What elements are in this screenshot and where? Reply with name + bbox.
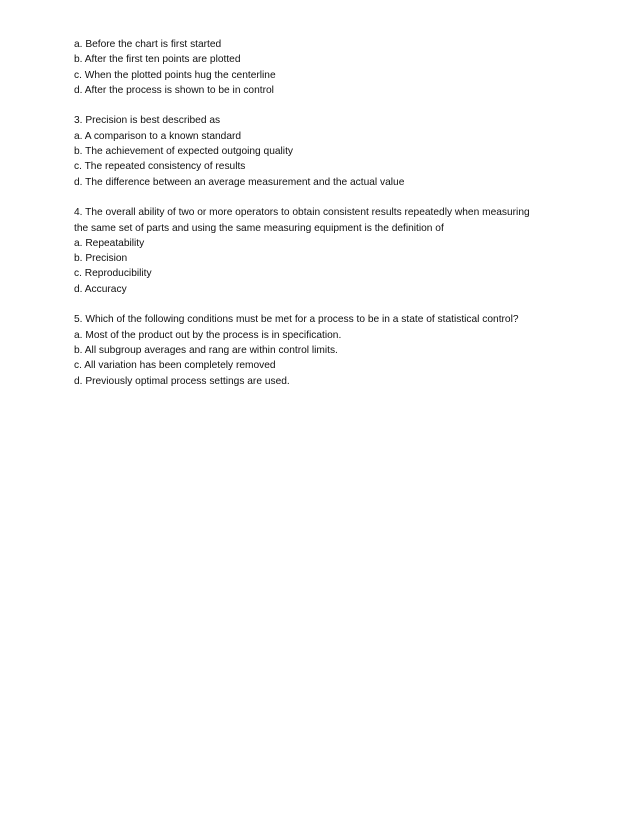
question-5 bbox=[74, 312, 574, 388]
option-line: d. After the process is shown to be in control bbox=[74, 84, 274, 96]
option-line: b. The achievement of expected outgoing quality bbox=[74, 146, 293, 158]
option-line: a. Repeatability bbox=[74, 237, 145, 249]
option-line: d. The difference between an average measurement and the actual value bbox=[74, 176, 405, 188]
question-4 bbox=[74, 205, 574, 297]
option-line: c. All variation has been completely removed bbox=[74, 360, 276, 372]
option-line: a. A comparison to a known standard bbox=[74, 130, 242, 142]
option-line: d. Previously optimal process settings are used. bbox=[74, 375, 290, 387]
option-line: b. Precision bbox=[74, 253, 128, 265]
option-line: c. Reproducibility bbox=[74, 268, 152, 280]
option-line: a. Before the chart is first started bbox=[74, 39, 222, 50]
option-line: a. Most of the product out by the process is in specification. bbox=[74, 329, 342, 341]
option-line: d. Accuracy bbox=[74, 283, 127, 295]
question-text: the same set of parts and using the same measuring equipment is the definition of bbox=[74, 222, 444, 234]
question-text: 3. Precision is best described as bbox=[74, 115, 221, 127]
question-text: 5. Which of the following conditions must be met for a process to be in a state of statistical control? bbox=[74, 314, 519, 326]
question-2-options bbox=[74, 37, 574, 98]
question-text: 4. The overall ability of two or more operators to obtain consistent results repeatedly when measuring bbox=[74, 207, 530, 219]
document-body bbox=[74, 37, 574, 404]
option-line: c. The repeated consistency of results bbox=[74, 161, 246, 173]
option-line: c. When the plotted points hug the centerline bbox=[74, 69, 276, 81]
option-line: b. After the first ten points are plotted bbox=[74, 54, 241, 66]
question-3 bbox=[74, 113, 574, 189]
option-line: b. All subgroup averages and rang are within control limits. bbox=[74, 344, 338, 356]
